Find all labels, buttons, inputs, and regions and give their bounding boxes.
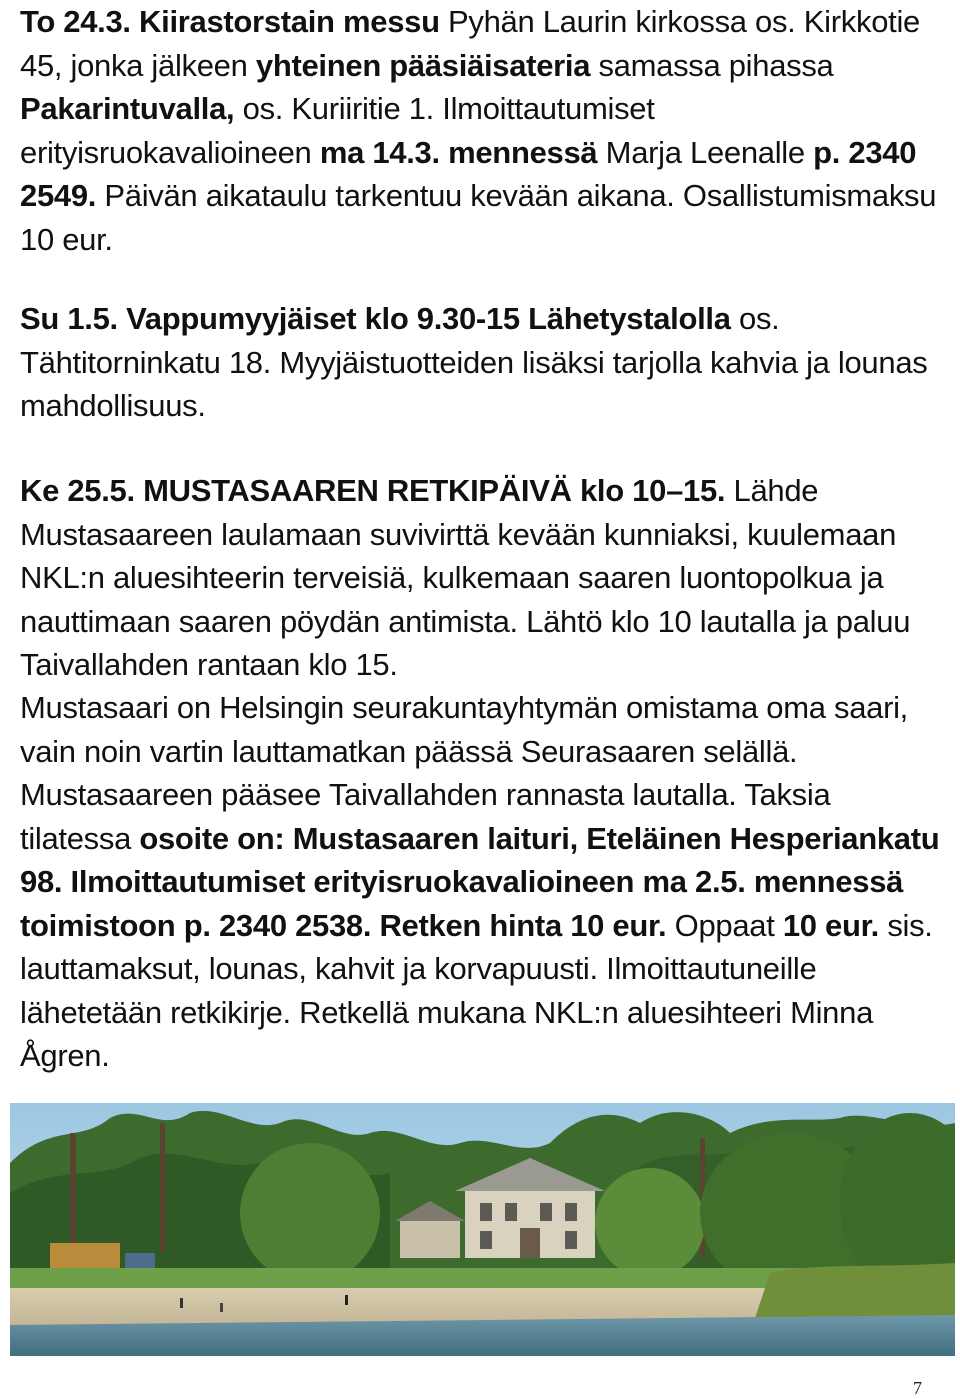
- bold-text-run: Pakarintuvalla,: [20, 91, 235, 126]
- bold-text-run: p. 2340 2549.: [20, 134, 917, 213]
- bold-text-run: 10 eur.: [782, 907, 879, 943]
- paragraph-kiirastorstai: [20, 0, 940, 261]
- paragraph-vappumyyjaiset: [20, 297, 940, 428]
- text-run: Marja Leenalle: [597, 134, 814, 170]
- island-landscape-image: [10, 1103, 955, 1356]
- bold-text-run: ma 14.3. mennessä: [319, 134, 598, 170]
- paragraph-retkipaiva: [20, 469, 940, 687]
- bold-text-run: Ke 25.5. MUSTASAAREN RETKIPÄIVÄ klo 10–15.: [20, 473, 726, 508]
- text-run: Oppaat: [666, 907, 783, 943]
- text-run: Pyhän Laurin kirkossa os. Kirkkotie 45, jonka jälkeen: [20, 4, 920, 83]
- mustasaari-photo: [10, 1103, 955, 1356]
- text-run: samassa pihassa: [590, 47, 834, 83]
- text-run: Mustasaari on Helsingin seurakuntayhtymän omistama oma saari, vain noin vartin lauttamatkan päässä Seurasaaren selällä. Mustasaareen pääsee Taivallahden rannasta lautalla. Taksia tilatessa: [20, 690, 908, 856]
- page-number: 7: [913, 1378, 922, 1398]
- text-run: os. Tähtitorninkatu 18. Myyjäistuotteiden lisäksi tarjolla kahvia ja lounas mahdollisuus.: [20, 301, 928, 423]
- bold-text-run: Su 1.5. Vappumyyjäiset klo 9.30-15 Lähetystalolla: [20, 301, 731, 336]
- bold-text-run: yhteinen pääsiäisateria: [255, 47, 591, 83]
- text-run: os. Kuriiritie 1. Ilmoittautumiset erityisruokavalioineen: [20, 91, 655, 170]
- text-run: sis. lauttamaksut, lounas, kahvit ja korvapuusti. Ilmoittautuneille lähetetään retkikirje. Retkellä mukana NKL:n aluesihteeri Minna Ågren.: [20, 907, 933, 1073]
- text-run: Päivän aikataulu tarkentuu kevään aikana. Osallistumismaksu 10 eur.: [20, 178, 937, 257]
- text-run: Lähde Mustasaareen laulamaan suvivirttä kevään kunniaksi, kuulemaan NKL:n aluesihteerin terveisiä, kulkemaan saaren luontopolkua ja nauttimaan saaren pöydän antimista. Lähtö klo 10 lautalla ja paluu Taivallahden rantaan klo 15.: [20, 473, 911, 682]
- bold-text-run: osoite on: Mustasaaren laituri, Eteläinen Hesperiankatu 98. Ilmoittautumiset erityisruokavalioineen ma 2.5. mennessä toimistoon p. 2340 2538. Retken hinta 10 eur.: [20, 820, 940, 943]
- paragraph-mustasaari-info: [20, 686, 940, 1078]
- bold-text-run: To 24.3. Kiirastorstain messu: [20, 4, 440, 39]
